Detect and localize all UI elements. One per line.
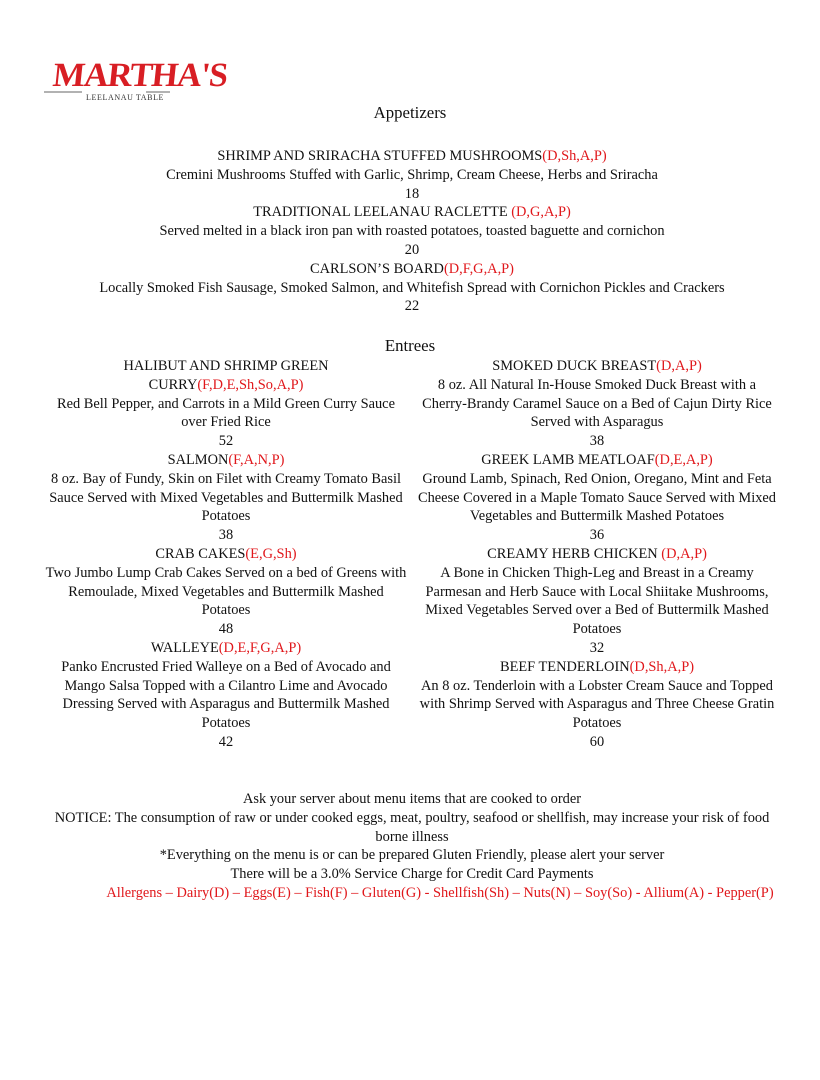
dish-price: 22 xyxy=(404,298,420,315)
dish-allergens: (D,A,P) xyxy=(661,545,707,562)
entrees-right-column xyxy=(416,357,778,752)
menu-item xyxy=(44,357,408,451)
menu-item xyxy=(416,545,778,658)
logo-subtitle: LEELANAU TABLE xyxy=(86,93,165,102)
dish-name: SMOKED DUCK BREAST xyxy=(492,358,657,374)
dish-name: HALIBUT AND SHRIMP GREEN CURRY xyxy=(123,358,329,393)
dish-allergens: (E,G,Sh) xyxy=(245,545,297,562)
dish-allergens: (D,A,P) xyxy=(656,358,702,374)
menu-item xyxy=(40,260,784,316)
dish-name: CRAB CAKES xyxy=(155,545,246,562)
entrees-left-column xyxy=(44,357,408,752)
dish-price: 60 xyxy=(589,733,605,750)
dish-allergens: (D,F,G,A,P) xyxy=(443,260,514,277)
dish-allergens: (D,E,A,P) xyxy=(654,451,713,468)
gluten-friendly-note: *Everything on the menu is or can be prepared Gluten Friendly, please alert your server xyxy=(159,847,665,864)
appetizers-heading: Appetizers xyxy=(373,103,447,122)
dish-description: Cremini Mushrooms Stuffed with Garlic, Shrimp, Cream Cheese, Herbs and Sriracha xyxy=(166,166,658,183)
dish-price: 36 xyxy=(589,527,605,544)
dish-description: Red Bell Pepper, and Carrots in a Mild Green Curry Sauce over Fried Rice xyxy=(57,395,395,431)
dish-name: CARLSON’S BOARD xyxy=(310,260,444,277)
dish-price: 42 xyxy=(218,733,234,750)
allergen-legend: Allergens – Dairy(D) – Eggs(E) – Fish(F) – Gluten(G) - Shellfish(Sh) – Nuts(N) – Soy(So) - Allium(A) - Pepper(P) xyxy=(106,884,774,901)
dish-name: SALMON xyxy=(167,451,229,468)
dish-name: BEEF TENDERLOIN xyxy=(499,658,630,675)
dish-price: 38 xyxy=(218,527,234,544)
logo-wordmark: MARTHA'S xyxy=(51,57,230,94)
dish-allergens: (D,E,F,G,A,P) xyxy=(218,639,302,656)
menu-item xyxy=(40,147,784,203)
menu-item xyxy=(44,451,408,545)
dish-name: TRADITIONAL LEELANAU RACLETTE xyxy=(253,204,512,221)
dish-description: 8 oz. All Natural In-House Smoked Duck Breast with a Cherry-Brandy Caramel Sauce on a Bed of Cajun Dirty Rice Served with Asparagus xyxy=(422,376,772,431)
marthas-logo xyxy=(42,48,230,104)
menu-item xyxy=(416,658,778,752)
dish-name: CREAMY HERB CHICKEN xyxy=(487,545,662,562)
dish-price: 18 xyxy=(404,185,420,202)
dish-allergens: (F,D,E,Sh,So,A,P) xyxy=(197,376,304,393)
dish-price: 38 xyxy=(589,433,605,450)
menu-item xyxy=(416,357,778,451)
service-charge-note: There will be a 3.0% Service Charge for Credit Card Payments xyxy=(230,866,594,883)
dish-description: Served melted in a black iron pan with roasted potatoes, toasted baguette and cornichon xyxy=(159,223,665,240)
logo-graphic xyxy=(42,48,230,104)
consumption-notice: NOTICE: The consumption of raw or under cooked eggs, meat, poultry, seafood or shellfish, may increase your risk of food borne illness xyxy=(54,809,770,845)
dish-description: Ground Lamb, Spinach, Red Onion, Oregano, Mint and Feta Cheese Covered in a Maple Tomato Sauce Served with Mixed Vegetables and Buttermilk Mashed Potatoes xyxy=(417,470,776,525)
dish-description: A Bone in Chicken Thigh-Leg and Breast in a Creamy Parmesan and Herb Sauce with Local Shiitake Mushrooms, Mixed Vegetables Served over a Bed of Buttermilk Mashed Potatoes xyxy=(425,564,769,638)
menu-item xyxy=(40,203,784,259)
dish-price: 20 xyxy=(404,241,420,258)
dish-allergens: (D,Sh,A,P) xyxy=(629,658,695,675)
dish-description: Locally Smoked Fish Sausage, Smoked Salmon, and Whitefish Spread with Cornichon Pickles and Crackers xyxy=(99,279,725,296)
dish-allergens: (D,G,A,P) xyxy=(511,204,571,221)
dish-description: An 8 oz. Tenderloin with a Lobster Cream Sauce and Topped with Shrimp Served with Asparagus and Three Cheese Gratin Potatoes xyxy=(419,677,775,732)
dish-description: Panko Encrusted Fried Walleye on a Bed of Avocado and Mango Salsa Topped with a Cilantro Lime and Avocado Dressing Served with Asparagus and Buttermilk Mashed Potatoes xyxy=(61,658,391,732)
menu-item xyxy=(44,545,408,639)
dish-name: WALLEYE xyxy=(150,639,219,656)
entrees-heading: Entrees xyxy=(384,336,436,355)
menu-footer xyxy=(40,790,784,903)
menu-item xyxy=(44,639,408,752)
dish-price: 32 xyxy=(589,639,605,656)
dish-allergens: (F,A,N,P) xyxy=(228,451,285,468)
appetizers-list xyxy=(40,147,784,316)
dish-price: 48 xyxy=(218,621,234,638)
dish-price: 52 xyxy=(218,433,234,450)
dish-name: SHRIMP AND SRIRACHA STUFFED MUSHROOMS xyxy=(217,148,543,164)
dish-description: Two Jumbo Lump Crab Cakes Served on a bed of Greens with Remoulade, Mixed Vegetables and Buttermilk Mashed Potatoes xyxy=(45,564,407,619)
cooked-to-order-note: Ask your server about menu items that are cooked to order xyxy=(242,791,582,807)
dish-allergens: (D,Sh,A,P) xyxy=(542,148,607,164)
dish-description: 8 oz. Bay of Fundy, Skin on Filet with Creamy Tomato Basil Sauce Served with Mixed Vegetables and Buttermilk Mashed Potatoes xyxy=(49,470,403,525)
dish-name: GREEK LAMB MEATLOAF xyxy=(481,451,655,468)
menu-item xyxy=(416,451,778,545)
